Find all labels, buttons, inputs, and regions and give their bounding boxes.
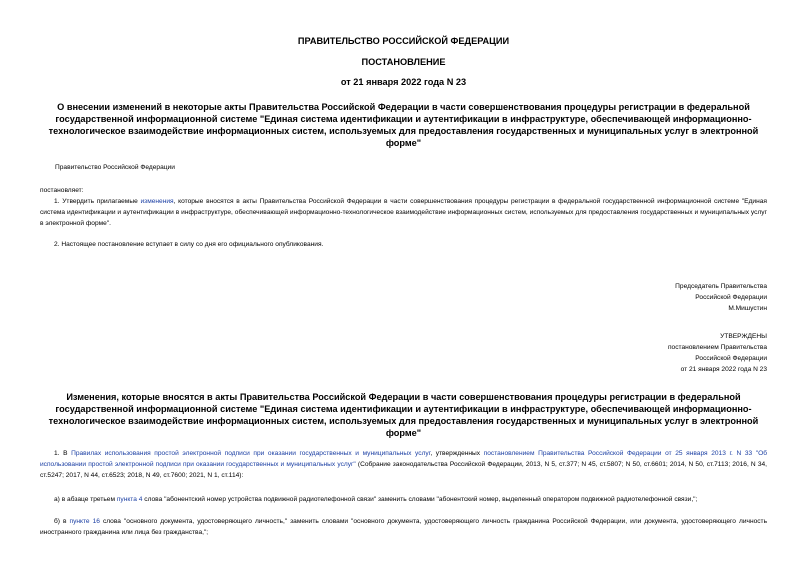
document-type-heading: ПОСТАНОВЛЕНИЕ <box>361 57 446 67</box>
signature-name: М.Мишустин <box>728 305 767 312</box>
government-heading: ПРАВИТЕЛЬСТВО РОССИЙСКОЙ ФЕДЕРАЦИИ <box>297 36 510 46</box>
signature-line-1: Председатель Правительства <box>675 283 767 290</box>
date-number-heading: от 21 января 2022 года N 23 <box>340 77 467 87</box>
signature-line-2: Российской Федерации <box>695 294 767 301</box>
approved-line-2: постановлением Правительства <box>667 344 767 351</box>
point-4-link[interactable]: пункта 4 <box>116 496 143 503</box>
changes-paragraph-a <box>54 494 697 505</box>
changes-paragraph-b <box>40 516 767 538</box>
item-2: 2. Настоящее постановление вступает в силу со дня его официального опубликования. <box>54 241 324 248</box>
point-16-link[interactable]: пункте 16 <box>69 518 100 525</box>
document-title: О внесении изменений в некоторые акты Правительства Российской Федерации в части совершенствования процедуры регистрации в федеральной государственной информационной системе "Единая система идентификации и аутентификации в инфраструктуре, обеспечивающей информационно-технологическое взаимодействие информационных систем, используемых для предоставления государственных и муниципальных услуг в электронной форме" <box>48 102 759 148</box>
approved-line-3: Российской Федерации <box>695 355 767 362</box>
changes-title: Изменения, которые вносятся в акты Правительства Российской Федерации в части совершенствования процедуры регистрации в федеральной государственной информационной системе "Единая система идентификации и аутентификации в инфраструктуре, обеспечивающей информационно-технологическое взаимодействие информационных систем, используемых для предоставления государственных и муниципальных услуг в электронной форме" <box>48 392 759 438</box>
government-rf-text: Правительство Российской Федерации <box>55 164 175 171</box>
resolution-link[interactable]: постановлением Правительства Российской Федерации от 25 января 2013 г. N 33 "Об использовании простой электронной подписи при оказании государственных и муниципальных услуг" <box>40 450 767 468</box>
changes-pa-a: а) в абзаце третьем <box>54 496 117 503</box>
changes-pb-a: б) в <box>54 518 70 525</box>
changes-paragraph-1 <box>40 448 767 481</box>
rules-link[interactable]: Правилах использования простой электронной подписи при оказании государственных и муниципальных услуг <box>71 450 431 457</box>
changes-p1-c: (Собрание законодательства Российской Федерации, 2013, N 5, ст.377; N 45, ст.5807; N 50, ст.6601; 2014, N 50, ст.7113; 2016, N 34, ст.5247; 2017, N 44, ст.6523; 2018, N 49, ст.7600; 2021, N 1, ст.114): <box>40 461 767 479</box>
item-1-before: 1. Утвердить прилагаемые <box>54 198 141 205</box>
changes-pb-b: слова "основного документа, удостоверяющего личность," заменить словами "основного документа, удостоверяющего личность гражданина Российской Федерации, или документа, удостоверяющего личность иностранного гражданина или лица без гражданства,"; <box>40 518 768 536</box>
approved-line-4: от 21 января 2022 года N 23 <box>680 366 767 373</box>
changes-p1-a: 1. В <box>54 450 72 457</box>
item-1 <box>40 196 767 229</box>
approved-line-1: УТВЕРЖДЕНЫ <box>720 333 767 340</box>
item-1-after: , которые вносятся в акты Правительства Российской Федерации в части совершенствования процедуры регистрации в федеральной государственной информационной системе "Единая система идентификации и аутентификации в инфраструктуре, обеспечивающей информационно-технологическое взаимодействие информационных систем, используемых для предоставления государственных и муниципальных услуг в электронной форме". <box>40 198 767 227</box>
changes-p1-b: , утвержденных <box>430 450 484 457</box>
changes-pa-b: слова "абонентский номер устройства подвижной радиотелефонной связи" заменить словами "абонентский номер, выделенный оператором подвижной радиотелефонной связи,"; <box>142 496 698 503</box>
decrees-text: постановляет: <box>40 187 84 194</box>
item-1-link[interactable]: изменения <box>140 198 174 205</box>
